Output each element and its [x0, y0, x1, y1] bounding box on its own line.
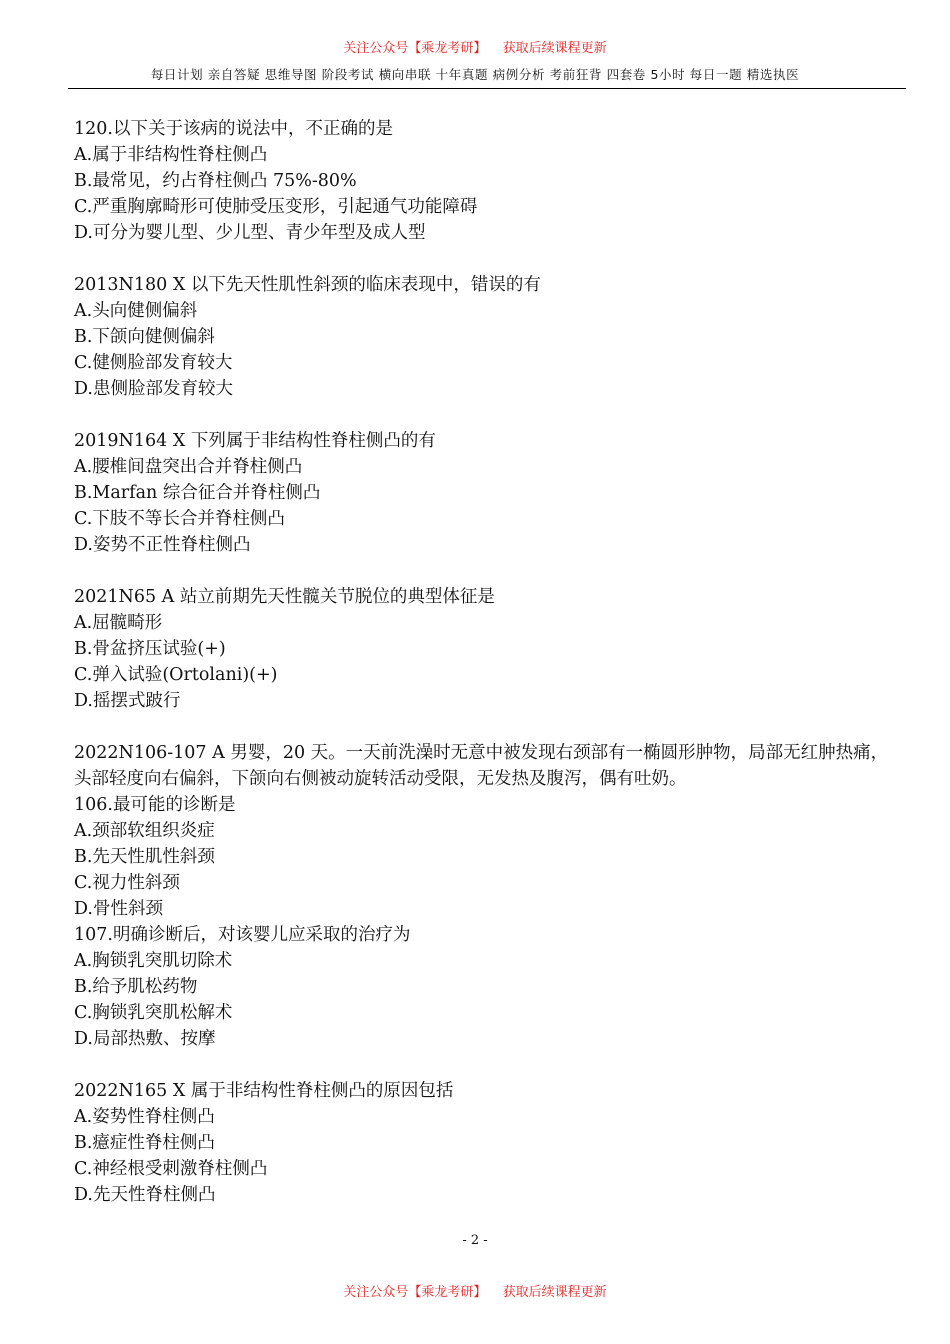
option-d: D.骨性斜颈 — [74, 899, 163, 919]
option-b: B.癔症性脊柱侧凸 — [74, 1133, 215, 1153]
option-b: B.先天性肌性斜颈 — [74, 847, 215, 867]
option-a: A.属于非结构性脊柱侧凸 — [74, 145, 268, 165]
question-block-4 — [74, 584, 904, 714]
option-b: B.最常见，约占脊柱侧凸 75%-80% — [74, 171, 357, 191]
option-c: C.胸锁乳突肌松解术 — [74, 1003, 233, 1023]
option-a: A.屈髋畸形 — [74, 613, 163, 633]
option-c: C.严重胸廓畸形可使肺受压变形，引起通气功能障碍 — [74, 197, 478, 217]
question-block-3 — [74, 428, 904, 558]
option-a: A.腰椎间盘突出合并脊柱侧凸 — [74, 457, 303, 477]
option-d: D.先天性脊柱侧凸 — [74, 1185, 216, 1205]
case-stem: 2022N106-107 A 男婴，20 天。一天前洗澡时无意中被发现右颈部有一椭圆形肿物，局部无红肿热痛，头部轻度向右偏斜，下颌向右侧被动旋转活动受限，无发热及腹泻，偶有吐奶。 — [74, 743, 889, 789]
option-c: C.健侧脸部发育较大 — [74, 353, 233, 373]
option-c: C.下肢不等长合并脊柱侧凸 — [74, 509, 285, 529]
bottom-banner — [0, 1284, 950, 1302]
option-c: C.视力性斜颈 — [74, 873, 180, 893]
question-stem: 2013N180 X 以下先天性肌性斜颈的临床表现中，错误的有 — [74, 275, 541, 295]
option-b: B.下颌向健侧偏斜 — [74, 327, 215, 347]
sub-question-stem: 106.最可能的诊断是 — [74, 795, 236, 815]
option-d: D.可分为婴儿型、少儿型、青少年型及成人型 — [74, 223, 426, 243]
option-d: D.局部热敷、按摩 — [74, 1029, 216, 1049]
question-stem: 2022N165 X 属于非结构性脊柱侧凸的原因包括 — [74, 1081, 454, 1101]
question-block-2 — [74, 272, 904, 402]
option-a: A.头向健侧偏斜 — [74, 301, 198, 321]
banner-update-text: 获取后续课程更新 — [502, 41, 607, 56]
option-a: A.颈部软组织炎症 — [74, 821, 215, 841]
option-a: A.姿势性脊柱侧凸 — [74, 1107, 215, 1127]
option-c: C.弹入试验(Ortolani)(+) — [74, 665, 278, 685]
option-b: B.给予肌松药物 — [74, 977, 198, 997]
option-c: C.神经根受刺激脊柱侧凸 — [74, 1159, 268, 1179]
header-nav-strip: 每日计划 亲自答疑 思维导图 阶段考试 横向串联 十年真题 病例分析 考前狂背 四套卷 5小时 每日一题 精选执医 — [150, 67, 800, 82]
sub-question-stem: 107.明确诊断后，对该婴儿应采取的治疗为 — [74, 925, 411, 945]
option-b: B.骨盆挤压试验(+) — [74, 639, 226, 659]
question-stem: 2021N65 A 站立前期先天性髋关节脱位的典型体征是 — [74, 587, 495, 607]
option-a: A.胸锁乳突肌切除术 — [74, 951, 233, 971]
option-b: B.Marfan 综合征合并脊柱侧凸 — [74, 483, 321, 503]
question-block-6 — [74, 1078, 904, 1208]
banner-update-text: 获取后续课程更新 — [502, 1285, 607, 1300]
banner-follow-text: 关注公众号【乘龙考研】 — [343, 41, 487, 56]
question-block-1 — [74, 116, 904, 246]
question-block-5 — [74, 740, 904, 1052]
option-d: D.患侧脸部发育较大 — [74, 379, 233, 399]
question-stem: 120.以下关于该病的说法中，不正确的是 — [74, 119, 393, 139]
question-stem: 2019N164 X 下列属于非结构性脊柱侧凸的有 — [74, 431, 436, 451]
top-banner — [0, 40, 950, 58]
option-d: D.摇摆式跛行 — [74, 691, 181, 711]
question-content — [74, 116, 904, 1234]
option-d: D.姿势不正性脊柱侧凸 — [74, 535, 251, 555]
banner-follow-text: 关注公众号【乘龙考研】 — [343, 1285, 487, 1300]
header-divider — [68, 88, 906, 89]
page-number: - 2 - — [462, 1233, 488, 1248]
